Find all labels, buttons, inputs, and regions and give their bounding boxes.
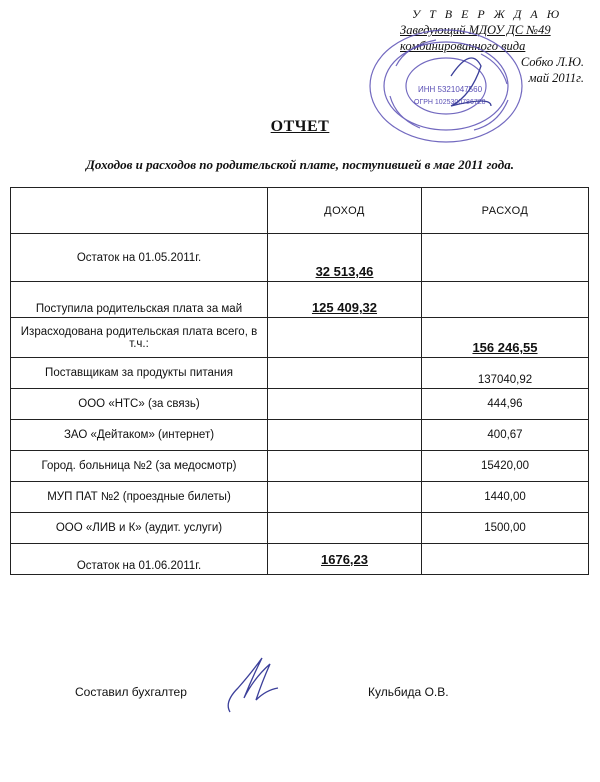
table-row <box>11 318 589 358</box>
row-income <box>268 318 422 358</box>
row-expense: 137040,92 <box>422 358 589 389</box>
report-title: ОТЧЕТ <box>270 118 330 135</box>
table-row <box>11 420 589 451</box>
table-row <box>11 544 589 575</box>
table-row <box>11 513 589 544</box>
row-expense: 1440,00 <box>422 482 589 513</box>
table-row <box>11 451 589 482</box>
header-cell-income: ДОХОД <box>268 188 422 234</box>
row-label: ЗАО «Дейтаком» (интернет) <box>11 420 268 451</box>
stamp-ogrn: ОГРН 1025300786728 <box>414 99 486 106</box>
income-expense-table <box>10 187 589 575</box>
row-income <box>268 482 422 513</box>
row-label: Поставщикам за продукты питания <box>11 358 268 389</box>
approval-date: май 2011г. <box>528 71 584 85</box>
row-income <box>268 451 422 482</box>
report-subtitle: Доходов и расходов по родительской плате, поступившей в мае 2011 года. <box>86 157 514 172</box>
accountant-name: Кульбида О.В. <box>368 685 449 699</box>
row-expense <box>422 234 589 282</box>
row-expense: 15420,00 <box>422 451 589 482</box>
row-expense: 156 246,55 <box>422 318 589 358</box>
table-row <box>11 389 589 420</box>
row-label: Остаток на 01.05.2011г. <box>11 234 268 282</box>
row-income <box>268 389 422 420</box>
row-label: ООО «ЛИВ и К» (аудит. услуги) <box>11 513 268 544</box>
row-expense: 1500,00 <box>422 513 589 544</box>
row-label: Остаток на 01.06.2011г. <box>11 544 268 575</box>
header-cell-expense: РАСХОД <box>422 188 589 234</box>
signature <box>210 650 290 720</box>
header-cell-label <box>11 188 268 234</box>
table-row <box>11 234 589 282</box>
approval-name: Собко Л.Ю. <box>520 55 584 69</box>
row-label: Поступила родительская плата за май <box>11 282 268 318</box>
row-label: МУП ПАТ №2 (проездные билеты) <box>11 482 268 513</box>
row-income <box>268 420 422 451</box>
row-label: Израсходована родительская плата всего, в т.ч.: <box>11 318 268 358</box>
composed-by-label: Составил бухгалтер <box>75 685 187 699</box>
approval-heading: У Т В Е Р Ж Д А Ю <box>412 7 563 21</box>
table-row <box>11 358 589 389</box>
row-label: ООО «НТС» (за связь) <box>11 389 268 420</box>
row-expense: 444,96 <box>422 389 589 420</box>
table-row <box>11 482 589 513</box>
table-row <box>11 282 589 318</box>
approval-position: Заведующий МДОУ ДС №49 <box>400 23 551 37</box>
row-label: Город. больница №2 (за медосмотр) <box>11 451 268 482</box>
row-income <box>268 513 422 544</box>
approval-position-2: комбинированного вида <box>400 39 526 53</box>
row-income <box>268 358 422 389</box>
row-expense <box>422 282 589 318</box>
stamp-inn: ИНН 5321047560 <box>418 85 483 94</box>
row-income: 125 409,32 <box>268 282 422 318</box>
table-header-row <box>11 188 589 234</box>
row-income: 32 513,46 <box>268 234 422 282</box>
row-income: 1676,23 <box>268 544 422 575</box>
row-expense: 400,67 <box>422 420 589 451</box>
row-expense <box>422 544 589 575</box>
